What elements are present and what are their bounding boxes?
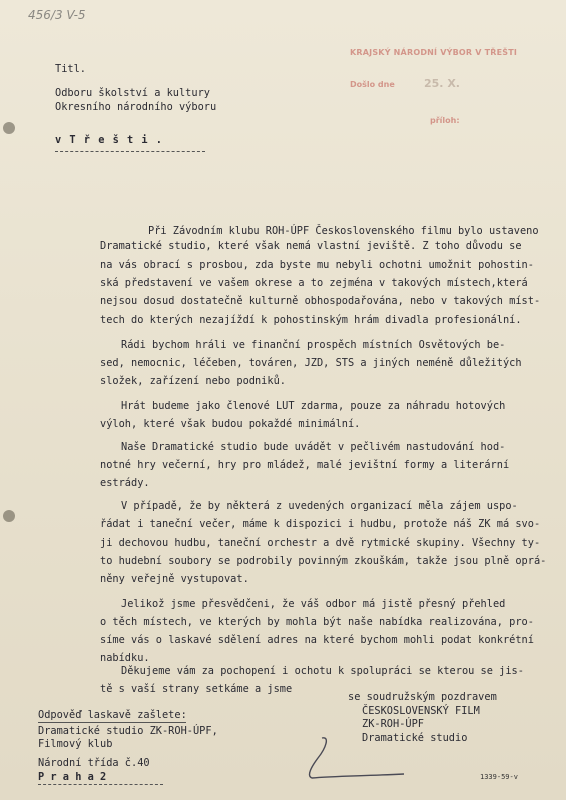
body-line: ji dechovou hudbu, taneční orchestr a dvě rytmické skupiny. Všechny ty- (100, 537, 541, 549)
binder-hole (3, 122, 15, 134)
town-underline (55, 151, 205, 152)
binder-hole (3, 510, 15, 522)
body-line: výloh, které však budou pokaždé minimální. (100, 418, 361, 430)
addressee-title: Titl. (55, 63, 86, 75)
body-line: notné hry večerní, hry pro mládež, malé jevištní formy a literární (100, 459, 510, 471)
reply-line: Filmový klub (38, 738, 113, 750)
reply-heading: Odpověď laskavě zašlete: (38, 709, 187, 721)
addressee-committee: Okresního národního výboru (55, 101, 217, 113)
body-line: Děkujeme vám za pochopení i ochotu k spolupráci se kterou se jis- (121, 665, 524, 677)
reply-line: P r a h a 2 (38, 771, 107, 783)
body-line: řádat i taneční večer, máme k dispozici i hudbu, protože náš ZK má svo- (100, 518, 541, 530)
body-line: na vás obrací s prosbou, zda byste mu nebyli ochotni umožnit pohostin- (100, 259, 534, 271)
body-line: to hudební soubory se podrobily povinným zkouškám, takže jsou plně oprá- (100, 555, 547, 567)
body-line: tě s vaší strany setkáme a jsme (100, 683, 293, 695)
body-line: složek, zařízení nebo podniků. (100, 375, 286, 387)
handwritten-signature (292, 732, 412, 792)
body-line: Naše Dramatické studio bude uvádět v pečlivém nastudování hod- (121, 441, 506, 453)
body-line: o těch místech, ve kterých by mohla být naše nabídka realizována, pro- (100, 616, 534, 628)
body-line: Při Závodním klubu ROH-ÚPF Československého filmu bylo ustaveno (148, 225, 539, 237)
body-line: Jelikož jsme přesvědčeni, že váš odbor má jistě přesný přehled (121, 598, 506, 610)
body-line: V případě, že by některá z uvedených organizací měla zájem uspo- (121, 500, 518, 512)
body-line: sed, nemocnic, léčeben, továren, JZD, STS a jiných neméně důležitých (100, 357, 522, 369)
body-line: estrády. (100, 477, 150, 489)
body-line: Rádi bychom hráli ve finanční prospěch místních Osvětových be- (121, 339, 506, 351)
stamp-attachments-label: příloh: (430, 116, 460, 125)
reply-heading-underline (38, 722, 186, 723)
body-line: Dramatické studio, které však nemá vlastní jeviště. Z toho důvodu se (100, 240, 522, 252)
stamp-received-date: 25. X. (424, 77, 460, 90)
addressee-town: v T ř e š t i . (55, 134, 163, 146)
reply-line: Národní třída č.40 (38, 757, 150, 769)
city-underline (38, 784, 163, 785)
reply-line: Dramatické studio ZK-ROH-ÚPF, (38, 725, 218, 737)
addressee-department: Odboru školství a kultury (55, 87, 210, 99)
handwritten-reference: 456/3 V-5 (28, 8, 86, 22)
body-line: ská představení ve vašem okrese a to zejména v takových místech,která (100, 277, 528, 289)
document-code: 1339-59-v (480, 773, 518, 781)
stamp-received-label: Došlo dne (350, 80, 395, 89)
body-line: nabídku. (100, 652, 150, 664)
closing-greeting: se soudružským pozdravem (348, 691, 497, 703)
body-line: něny veřejně vystupovat. (100, 573, 249, 585)
closing-org-line1: ČESKOSLOVENSKÝ FILM (362, 705, 480, 717)
body-line: tech do kterých nezajíždí k pohostinským hrám divadla profesionální. (100, 314, 522, 326)
stamp-authority: KRAJSKÝ NÁRODNÍ VÝBOR V TŘEŠTI (350, 48, 518, 57)
body-line: síme vás o laskavé sdělení adres na které bychom mohli podat konkrétní (100, 634, 534, 646)
body-line: Hrát budeme jako členové LUT zdarma, pouze za náhradu hotových (121, 400, 506, 412)
closing-org-line2: ZK-ROH-ÚPF (362, 718, 424, 730)
registry-stamp (340, 36, 540, 134)
body-line: nejsou dosud dostatečně kulturně obhospodařována, nebo v takových míst- (100, 295, 541, 307)
closing-org-line3: Dramatické studio (362, 732, 468, 744)
